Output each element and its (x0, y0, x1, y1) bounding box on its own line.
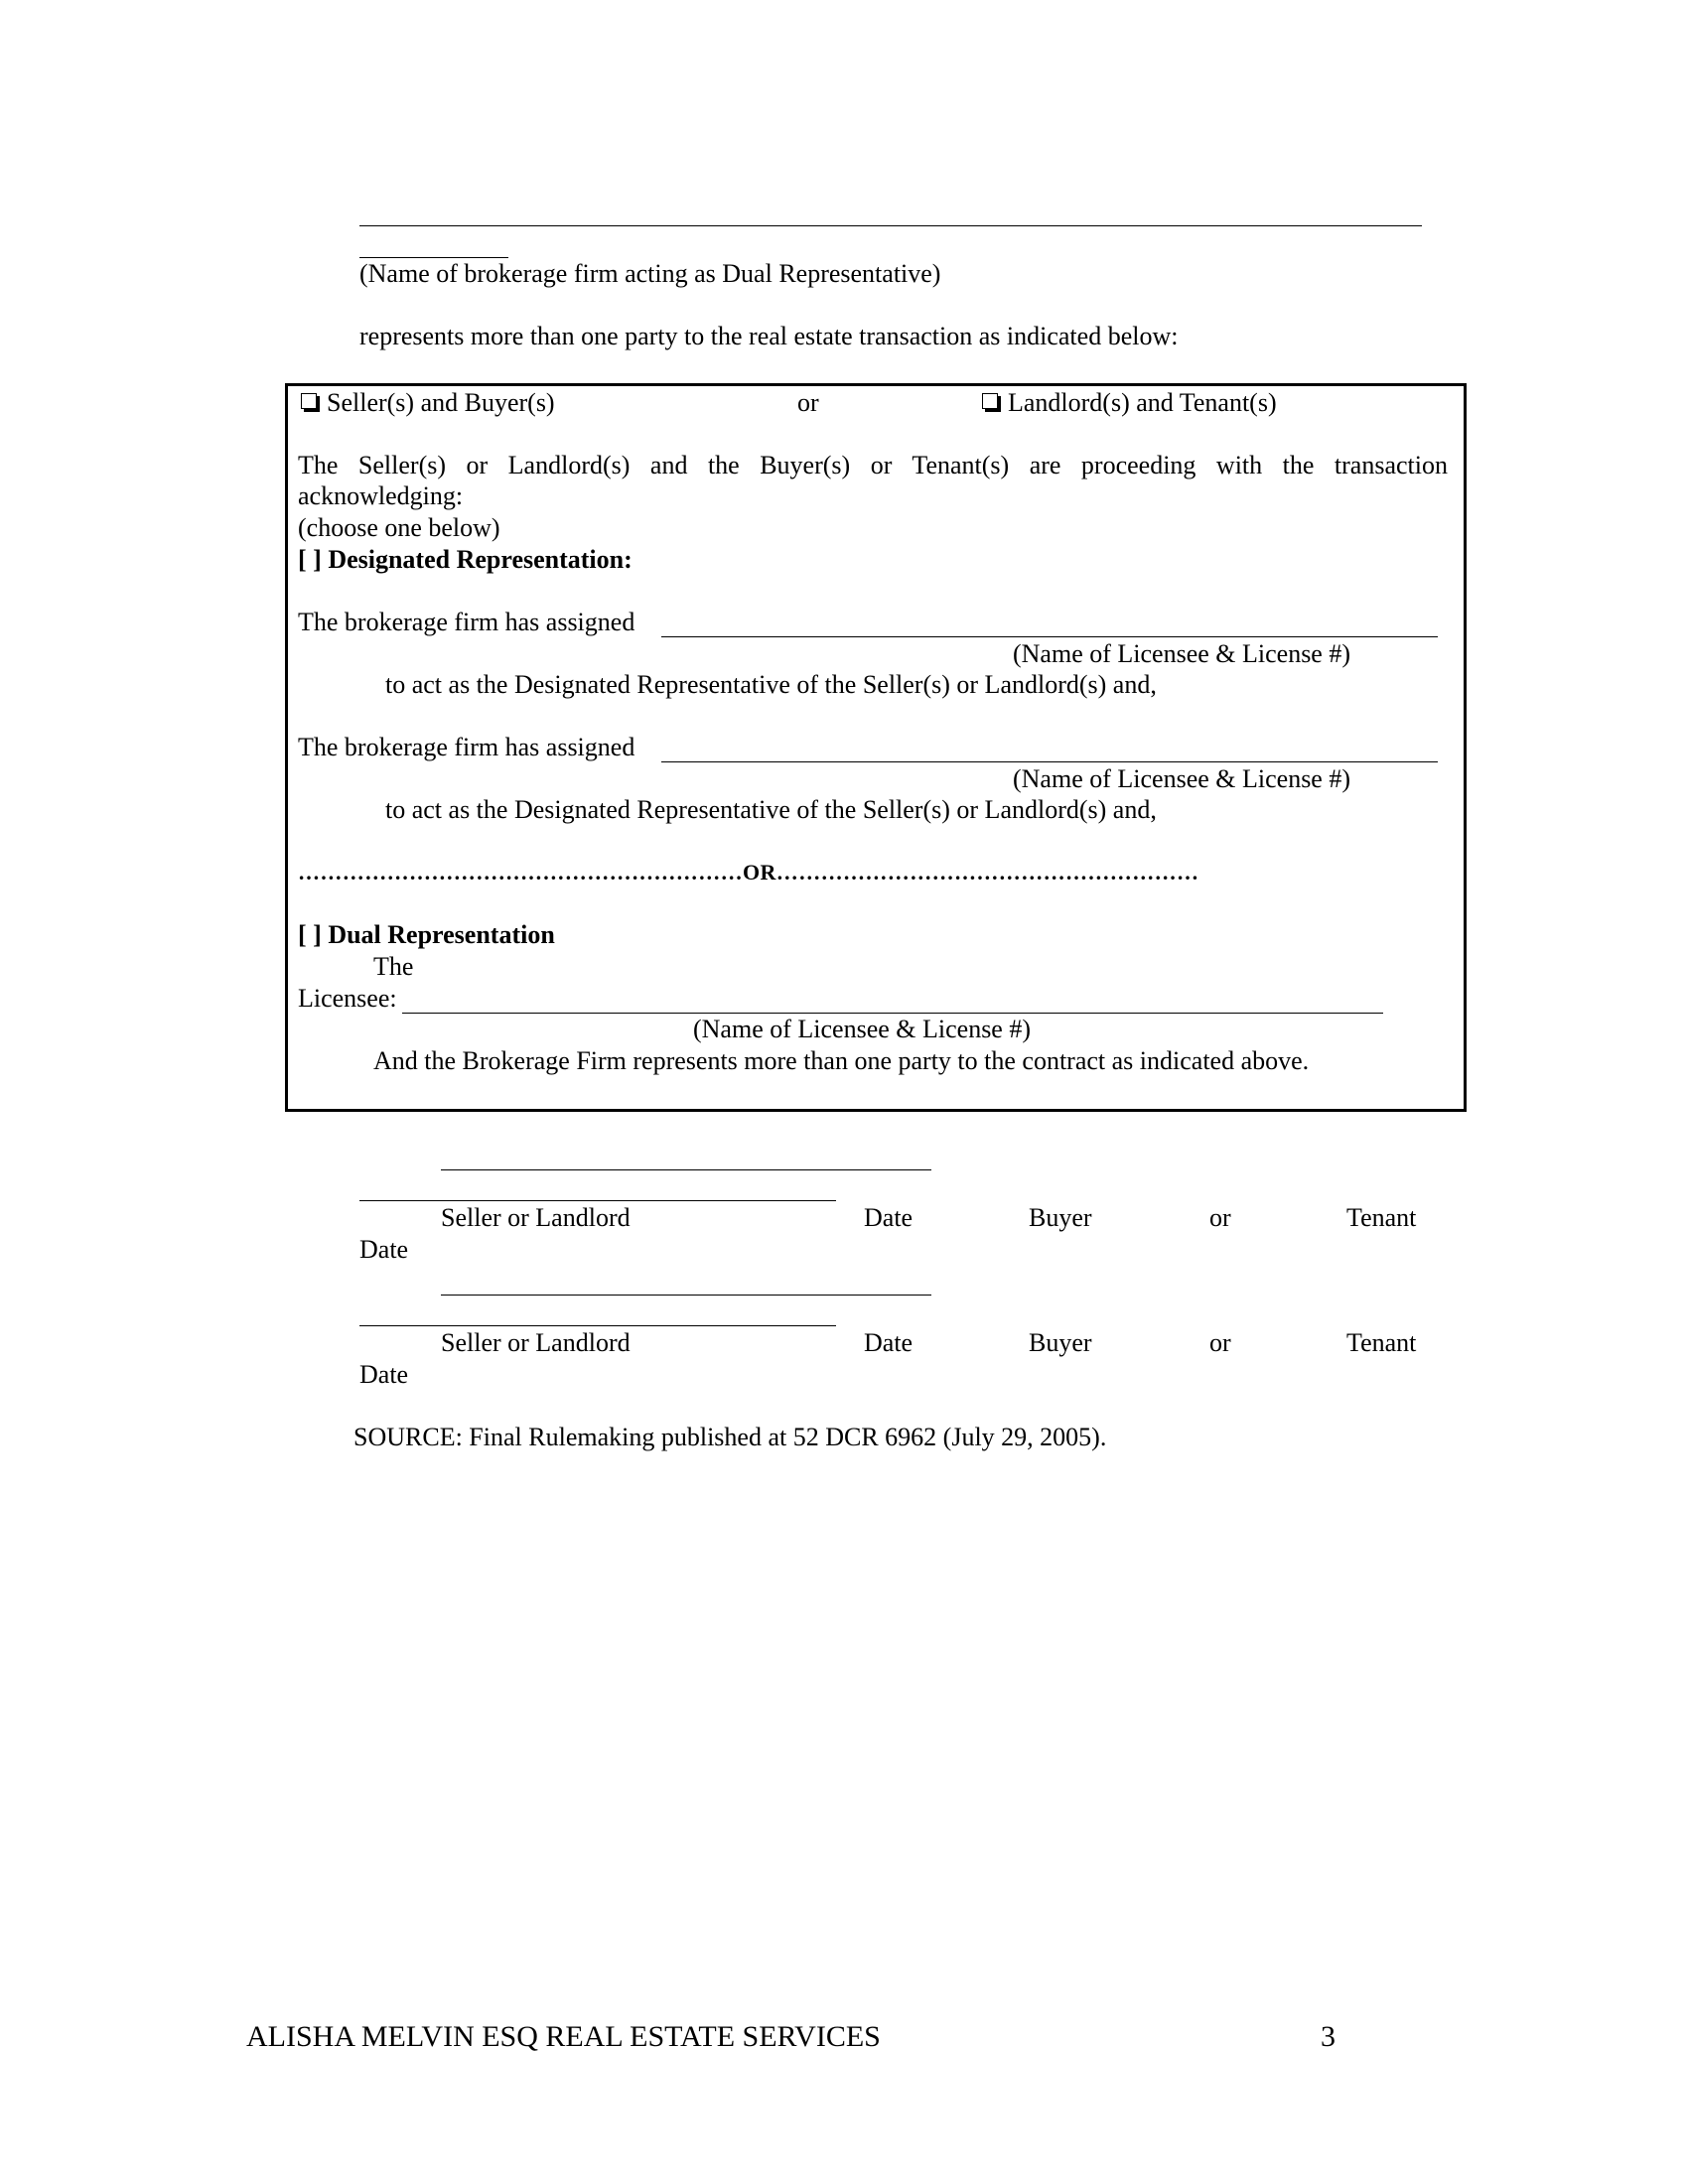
date-label-2b: Date (359, 1360, 409, 1389)
choose-instruction: (choose one below) (298, 513, 500, 542)
licensee-line-2[interactable] (661, 761, 1438, 762)
or-label-2: or (1209, 1328, 1231, 1357)
option-landlord-tenant-label: Landlord(s) and Tenant(s) (1008, 388, 1277, 417)
buyer-label-2: Buyer (1029, 1328, 1092, 1357)
intro-text: represents more than one party to the real estate transaction as indicated below: (359, 322, 1179, 350)
seller-landlord-label-1: Seller or Landlord (441, 1203, 631, 1232)
acknowledge-line-1: The Seller(s) or Landlord(s) and the Buyer(s) or Tenant(s) are proceeding with the transaction (298, 451, 1448, 479)
licensee-caption-3: (Name of Licensee & License #) (693, 1015, 1032, 1043)
licensee-caption-1: (Name of Licensee & License #) (1013, 639, 1351, 668)
licensee-line-1[interactable] (661, 636, 1438, 637)
designated-representation-heading[interactable]: [ ] Designated Representation: (298, 545, 633, 574)
dual-the-text: The (373, 952, 414, 981)
option-or-text: or (797, 388, 819, 417)
licensee-label: Licensee: (298, 984, 397, 1013)
dual-representation-heading[interactable]: [ ] Dual Representation (298, 920, 555, 949)
date-label-2a: Date (864, 1328, 914, 1357)
footer-company: ALISHA MELVIN ESQ REAL ESTATE SERVICES (246, 2020, 881, 2053)
checkbox-icon[interactable] (982, 393, 998, 409)
checkbox-icon[interactable] (301, 393, 317, 409)
tenant-label-2: Tenant (1346, 1328, 1417, 1357)
signature-line-lower-2[interactable] (359, 1325, 836, 1326)
date-label-1a: Date (864, 1203, 914, 1232)
firm-name-caption: (Name of brokerage firm acting as Dual Representative) (359, 259, 941, 288)
option-seller-buyer[interactable] (301, 387, 555, 419)
firm-name-line[interactable] (359, 225, 1422, 226)
seller-landlord-label-2: Seller or Landlord (441, 1328, 631, 1357)
signature-line-upper-1[interactable] (441, 1169, 931, 1170)
assigned-label-1: The brokerage firm has assigned (298, 608, 635, 636)
or-divider: ……………………………………………………OR………………………………………………… (298, 860, 1199, 885)
signature-line-lower-1[interactable] (359, 1200, 836, 1201)
designated-act-1: to act as the Designated Representative of the Seller(s) or Landlord(s) and, (385, 670, 1157, 699)
page-number: 3 (1321, 2020, 1336, 2053)
assigned-label-2: The brokerage firm has assigned (298, 733, 635, 761)
licensee-caption-2: (Name of Licensee & License #) (1013, 764, 1351, 793)
acknowledge-line-2: acknowledging: (298, 481, 464, 510)
buyer-label-1: Buyer (1029, 1203, 1092, 1232)
tenant-label-1: Tenant (1346, 1203, 1417, 1232)
dual-statement: And the Brokerage Firm represents more than one party to the contract as indicated above. (373, 1046, 1310, 1075)
or-label-1: or (1209, 1203, 1231, 1232)
date-label-1b: Date (359, 1235, 409, 1264)
designated-act-2: to act as the Designated Representative of the Seller(s) or Landlord(s) and, (385, 795, 1157, 824)
option-landlord-tenant[interactable] (982, 387, 1277, 419)
source-citation: SOURCE: Final Rulemaking published at 52 DCR 6962 (July 29, 2005). (353, 1423, 1107, 1451)
signature-line-upper-2[interactable] (441, 1295, 931, 1296)
option-seller-buyer-label: Seller(s) and Buyer(s) (327, 388, 555, 417)
